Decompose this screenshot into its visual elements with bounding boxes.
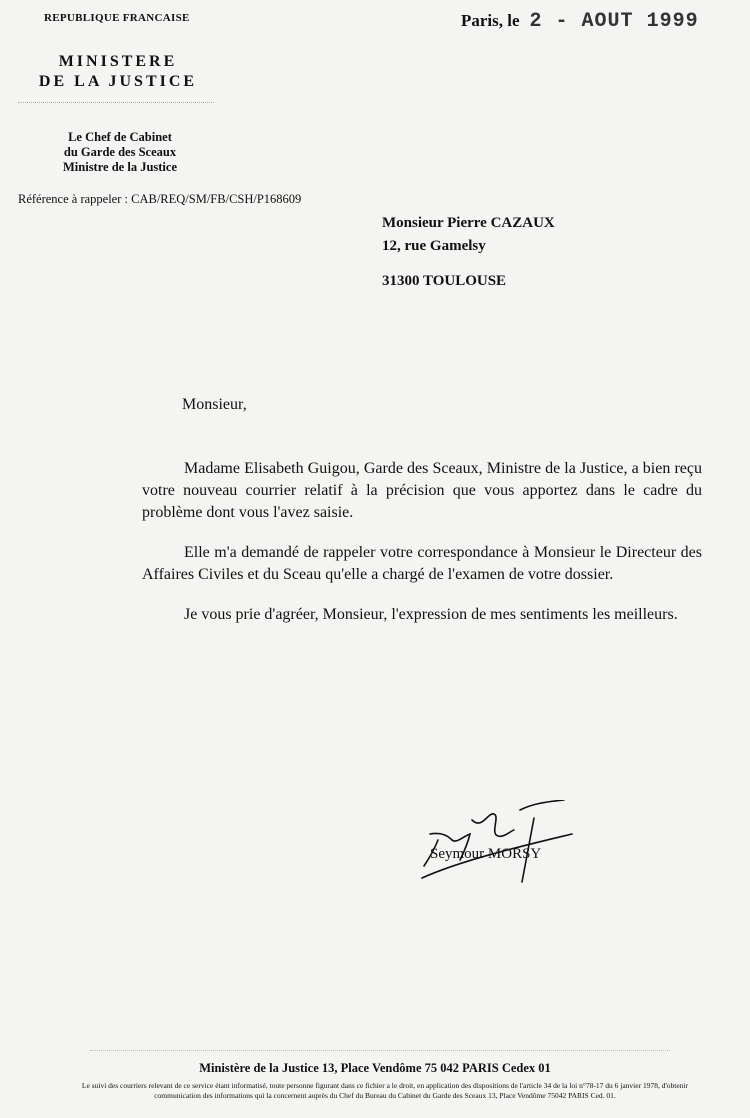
signer-name: Seymour MORSY	[430, 846, 542, 862]
paragraph-1: Madame Elisabeth Guigou, Garde des Sceaux, Ministre de la Justice, a bien reçu votre nouveau courrier relatif à la précision que vous apportez dans le cadre du problème dont vous l'avez saisie.	[142, 460, 702, 521]
sender-office	[40, 130, 200, 175]
recipient-city: 31300 TOULOUSE	[382, 273, 507, 289]
ministry-title-line2: DE LA JUSTICE	[38, 73, 198, 90]
footer-divider	[90, 1050, 670, 1051]
date-line	[461, 10, 699, 33]
ministry-title	[18, 52, 218, 92]
salutation: Monsieur,	[182, 396, 247, 413]
recipient-name: Monsieur Pierre CAZAUX	[382, 215, 555, 231]
date-stamp: 2 - AOUT 1999	[529, 10, 699, 33]
reference-line: Référence à rappeler : CAB/REQ/SM/FB/CSH/P168609	[18, 192, 302, 206]
paragraph-3: Je vous prie d'agréer, Monsieur, l'expression de mes sentiments les meilleurs.	[184, 606, 678, 623]
sender-office-line2: du Garde des Sceaux	[63, 145, 177, 159]
republique-heading: REPUBLIQUE FRANCAISE	[44, 12, 190, 24]
handwritten-signature	[412, 800, 592, 890]
sender-office-line1: Le Chef de Cabinet	[68, 130, 172, 144]
date-place: Paris, le	[461, 11, 520, 30]
footer-address: Ministère de la Justice 13, Place Vendôme 75 042 PARIS Cedex 01	[199, 1061, 551, 1075]
ministry-title-line1: MINISTERE	[58, 53, 178, 70]
letter-body	[142, 458, 702, 644]
sender-office-line3: Ministre de la Justice	[63, 160, 177, 174]
recipient-address	[382, 212, 555, 293]
footer-legal-note: Le suivi des courriers relevant de ce service étant informatisé, toute personne figurant dans ce fichier a le droit, en application des dispositions de l'article 34 de la loi n°78-17 du 6 janvier 1978, d'obtenir communication des informations qui la concernent auprès du Chef du Bureau du Cabinet du Garde des Sceaux 13, Place Vendôme 75042 PARIS Ced. 01.	[81, 1081, 689, 1100]
header-divider	[18, 102, 214, 103]
recipient-street: 12, rue Gamelsy	[382, 238, 486, 254]
paragraph-2: Elle m'a demandé de rappeler votre correspondance à Monsieur le Directeur des Affaires Civiles et du Sceau qu'elle a chargé de l'examen de votre dossier.	[142, 544, 702, 583]
